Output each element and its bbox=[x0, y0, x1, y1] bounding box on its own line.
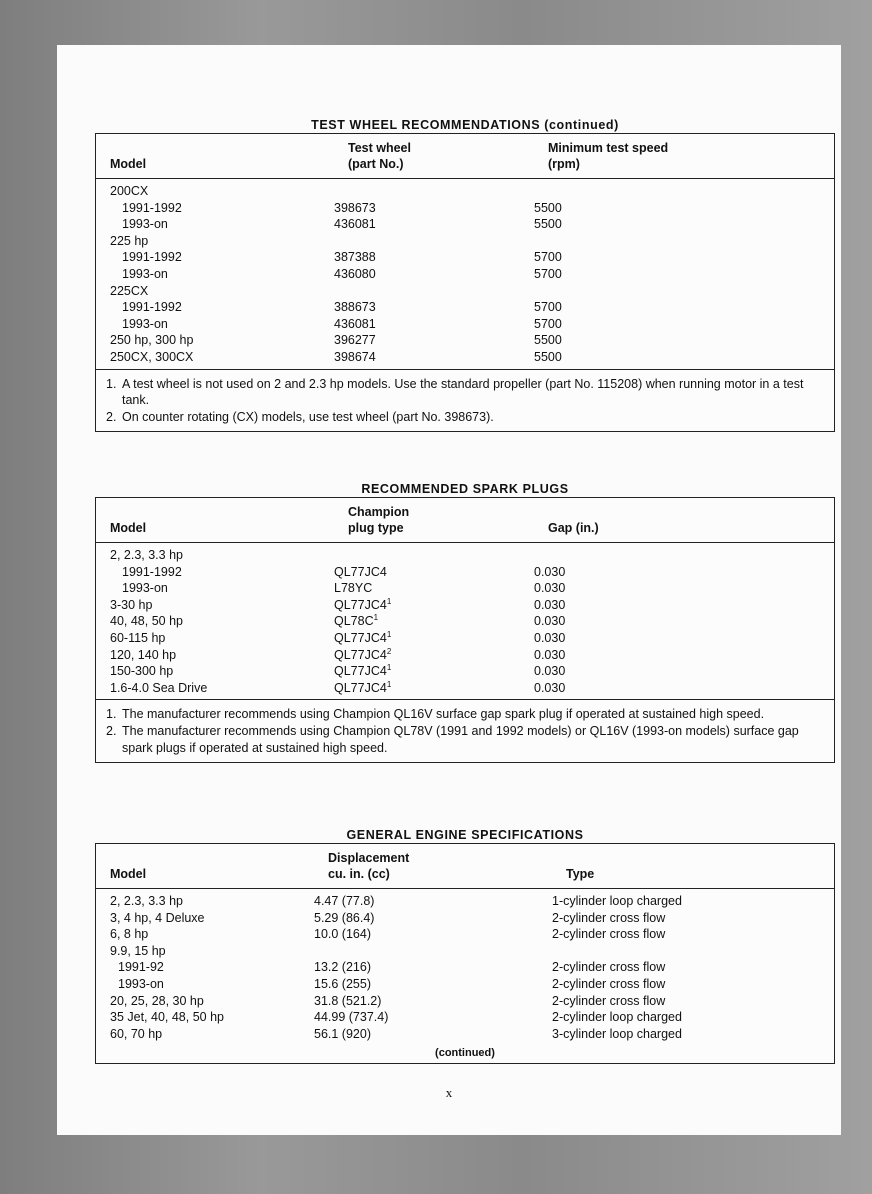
table-row bbox=[96, 976, 834, 993]
table-row bbox=[96, 993, 834, 1010]
gap-cell: 0.030 bbox=[534, 581, 566, 596]
plug-type-cell bbox=[334, 680, 534, 697]
footnote-ref: 1 bbox=[386, 679, 392, 689]
min-speed-cell: 5500 bbox=[534, 217, 562, 232]
table-row bbox=[96, 299, 834, 316]
spark-plugs-notes bbox=[96, 699, 834, 762]
footnote-text: On counter rotating (CX) models, use test wheel (part No. 398673). bbox=[122, 409, 494, 424]
part-number-cell bbox=[334, 183, 534, 200]
model-cell: 1991-1992 bbox=[122, 564, 182, 579]
table-row bbox=[96, 349, 834, 366]
part-number-cell: 436080 bbox=[334, 266, 376, 281]
engine-specs-section bbox=[95, 827, 835, 1064]
model-cell: 225CX bbox=[110, 283, 149, 298]
table-header bbox=[96, 844, 834, 889]
footnote-text: The manufacturer recommends using Champion QL78V (1991 and 1992 models) or QL16V (1993-on models) surface gap spark plugs if operated at sustained high speed. bbox=[122, 723, 799, 755]
table-row bbox=[96, 893, 834, 910]
footnote bbox=[106, 409, 820, 426]
table-row bbox=[96, 332, 834, 349]
engine-specs-table bbox=[95, 843, 835, 1064]
model-cell: 1.6-4.0 Sea Drive bbox=[110, 680, 208, 695]
plug-type-text: QL78C bbox=[334, 614, 374, 629]
engine-type-cell: 2-cylinder cross flow bbox=[552, 960, 666, 975]
header-min-speed: Minimum test speed (rpm) bbox=[548, 141, 669, 171]
header-model: Model bbox=[110, 521, 147, 535]
engine-type-cell: 2-cylinder cross flow bbox=[552, 993, 666, 1008]
engine-type-cell: 1-cylinder loop charged bbox=[552, 894, 682, 908]
spark-plugs-section bbox=[95, 481, 835, 763]
plug-type-cell bbox=[334, 547, 534, 564]
min-speed-cell: 5700 bbox=[534, 266, 562, 281]
plug-type-cell bbox=[334, 663, 534, 680]
table-row bbox=[96, 249, 834, 266]
model-cell: 120, 140 hp bbox=[110, 647, 177, 662]
min-speed-cell: 5500 bbox=[534, 200, 562, 215]
table-row bbox=[96, 580, 834, 597]
part-number-cell: 388673 bbox=[334, 300, 376, 315]
test-wheel-table bbox=[95, 133, 835, 432]
model-cell: 35 Jet, 40, 48, 50 hp bbox=[110, 1010, 224, 1025]
model-cell: 2, 2.3, 3.3 hp bbox=[110, 894, 183, 908]
min-speed-cell: 5700 bbox=[534, 250, 562, 265]
footnote bbox=[106, 706, 820, 723]
test-wheel-section bbox=[95, 117, 835, 432]
part-number-cell: 398673 bbox=[334, 200, 376, 215]
engine-type-cell: 2-cylinder cross flow bbox=[552, 910, 666, 925]
footnote-ref: 1 bbox=[386, 596, 392, 606]
header-model: Model bbox=[110, 157, 147, 171]
gap-cell: 0.030 bbox=[534, 664, 566, 679]
header-type: Type bbox=[566, 867, 595, 881]
engine-type-cell: 2-cylinder loop charged bbox=[552, 1010, 682, 1025]
model-cell: 3, 4 hp, 4 Deluxe bbox=[110, 910, 205, 925]
plug-type-cell bbox=[334, 580, 534, 597]
test-wheel-rows bbox=[96, 179, 834, 369]
plug-type-cell bbox=[334, 630, 534, 647]
part-number-cell: 436081 bbox=[334, 217, 376, 232]
footnote bbox=[106, 723, 820, 756]
min-speed-cell: 5700 bbox=[534, 316, 562, 331]
gap-cell: 0.030 bbox=[534, 630, 566, 645]
min-speed-cell: 5500 bbox=[534, 333, 562, 348]
displacement-cell: 44.99 (737.4) bbox=[314, 1010, 389, 1025]
table-row bbox=[96, 943, 834, 960]
displacement-cell: 4.47 (77.8) bbox=[314, 894, 375, 908]
table-row bbox=[96, 316, 834, 333]
plug-type-text: QL77JC4 bbox=[334, 564, 387, 579]
plug-type-text: L78YC bbox=[334, 581, 373, 596]
engine-specs-title: GENERAL ENGINE SPECIFICATIONS bbox=[346, 828, 584, 842]
model-cell: 1993-on bbox=[122, 581, 168, 596]
part-number-cell: 398674 bbox=[334, 349, 376, 364]
page-number: x bbox=[445, 1085, 453, 1100]
table-row bbox=[96, 926, 834, 943]
document-page bbox=[57, 45, 841, 1135]
model-cell: 40, 48, 50 hp bbox=[110, 614, 183, 629]
model-cell: 1991-1992 bbox=[122, 200, 182, 215]
gap-cell: 0.030 bbox=[534, 614, 566, 629]
model-cell: 60, 70 hp bbox=[110, 1026, 163, 1041]
gap-cell: 0.030 bbox=[534, 680, 566, 695]
plug-type-text: QL77JC4 bbox=[334, 680, 387, 695]
spark-plugs-table bbox=[95, 497, 835, 763]
header-plug-type: Champion plug type bbox=[348, 505, 410, 535]
part-number-cell: 387388 bbox=[334, 250, 376, 265]
model-cell: 6, 8 hp bbox=[110, 927, 149, 942]
footnote-number: 2. bbox=[106, 723, 117, 738]
continued-label: (continued) bbox=[435, 1047, 495, 1060]
footnote-text: A test wheel is not used on 2 and 2.3 hp models. Use the standard propeller (part No. 115208) when running motor in a test tank. bbox=[122, 376, 804, 408]
min-speed-cell: 5700 bbox=[534, 300, 562, 315]
model-cell: 250CX, 300CX bbox=[110, 349, 194, 364]
table-row bbox=[96, 663, 834, 680]
part-number-cell bbox=[334, 283, 534, 300]
model-cell: 1993-on bbox=[122, 217, 168, 232]
engine-type-cell: 2-cylinder cross flow bbox=[552, 976, 666, 991]
footnote-ref: 1 bbox=[373, 613, 379, 623]
min-speed-cell: 5500 bbox=[534, 349, 562, 364]
displacement-cell: 15.6 (255) bbox=[314, 976, 371, 991]
gap-cell: 0.030 bbox=[534, 597, 566, 612]
test-wheel-notes bbox=[96, 369, 834, 432]
model-cell: 150-300 hp bbox=[110, 664, 174, 679]
header-gap: Gap (in.) bbox=[548, 521, 599, 535]
model-cell: 20, 25, 28, 30 hp bbox=[110, 993, 204, 1008]
displacement-cell: 10.0 (164) bbox=[314, 927, 371, 942]
part-number-cell: 396277 bbox=[334, 333, 376, 348]
gap-cell: 0.030 bbox=[534, 647, 566, 662]
header-displacement: Displacement cu. in. (cc) bbox=[328, 851, 410, 881]
test-wheel-title: TEST WHEEL RECOMMENDATIONS (continued) bbox=[311, 118, 619, 132]
model-cell: 2, 2.3, 3.3 hp bbox=[110, 548, 183, 562]
table-row bbox=[96, 1009, 834, 1026]
model-cell: 225 hp bbox=[110, 233, 149, 248]
model-cell: 1991-92 bbox=[118, 960, 164, 975]
footnote bbox=[106, 376, 820, 409]
model-cell: 200CX bbox=[110, 184, 149, 198]
header-model: Model bbox=[110, 867, 147, 881]
table-row bbox=[96, 613, 834, 630]
plug-type-cell bbox=[334, 647, 534, 664]
table-row bbox=[96, 564, 834, 581]
displacement-cell: 31.8 (521.2) bbox=[314, 993, 382, 1008]
plug-type-text: QL77JC4 bbox=[334, 597, 387, 612]
spark-plugs-rows bbox=[96, 543, 834, 699]
footnote-number: 1. bbox=[106, 707, 117, 722]
table-row bbox=[96, 910, 834, 927]
part-number-cell bbox=[334, 233, 534, 250]
table-header bbox=[96, 134, 834, 179]
table-row bbox=[96, 216, 834, 233]
table-row bbox=[96, 647, 834, 664]
plug-type-cell bbox=[334, 564, 534, 581]
table-row bbox=[96, 200, 834, 217]
footnote-text: The manufacturer recommends using Champion QL16V surface gap spark plug if operated at sustained high speed. bbox=[122, 707, 765, 722]
gap-cell: 0.030 bbox=[534, 564, 566, 579]
model-cell: 1991-1992 bbox=[122, 300, 182, 315]
part-number-cell: 436081 bbox=[334, 316, 376, 331]
displacement-cell bbox=[314, 943, 552, 960]
table-row bbox=[96, 547, 834, 564]
model-cell: 1991-1992 bbox=[122, 250, 182, 265]
spark-plugs-title: RECOMMENDED SPARK PLUGS bbox=[361, 482, 569, 496]
table-row bbox=[96, 959, 834, 976]
engine-specs-rows bbox=[96, 889, 834, 1045]
engine-type-cell: 3-cylinder loop charged bbox=[552, 1026, 682, 1041]
model-cell: 1993-on bbox=[122, 316, 168, 331]
footnote-ref: 2 bbox=[386, 646, 392, 656]
footnote-ref: 1 bbox=[386, 629, 392, 639]
table-row bbox=[96, 283, 834, 300]
table-row bbox=[96, 680, 834, 697]
table-row bbox=[96, 233, 834, 250]
table-row bbox=[96, 266, 834, 283]
displacement-cell: 13.2 (216) bbox=[314, 960, 371, 975]
engine-type-cell: 2-cylinder cross flow bbox=[552, 927, 666, 942]
model-cell: 1993-on bbox=[118, 976, 164, 991]
plug-type-text: QL77JC4 bbox=[334, 664, 387, 679]
plug-type-cell bbox=[334, 597, 534, 614]
table-row bbox=[96, 630, 834, 647]
table-row bbox=[96, 597, 834, 614]
model-cell: 9.9, 15 hp bbox=[110, 943, 166, 958]
table-row bbox=[96, 1026, 834, 1043]
footnote-ref: 1 bbox=[386, 663, 392, 673]
header-test-wheel: Test wheel (part No.) bbox=[348, 141, 411, 171]
plug-type-text: QL77JC4 bbox=[334, 647, 387, 662]
displacement-cell: 5.29 (86.4) bbox=[314, 910, 375, 925]
footnote-number: 2. bbox=[106, 409, 117, 424]
model-cell: 250 hp, 300 hp bbox=[110, 333, 194, 348]
displacement-cell: 56.1 (920) bbox=[314, 1026, 371, 1041]
model-cell: 3-30 hp bbox=[110, 597, 153, 612]
plug-type-text: QL77JC4 bbox=[334, 630, 387, 645]
model-cell: 60-115 hp bbox=[110, 630, 166, 645]
model-cell: 1993-on bbox=[122, 266, 168, 281]
table-row bbox=[96, 183, 834, 200]
plug-type-cell bbox=[334, 613, 534, 630]
table-header bbox=[96, 498, 834, 543]
footnote-number: 1. bbox=[106, 376, 117, 391]
